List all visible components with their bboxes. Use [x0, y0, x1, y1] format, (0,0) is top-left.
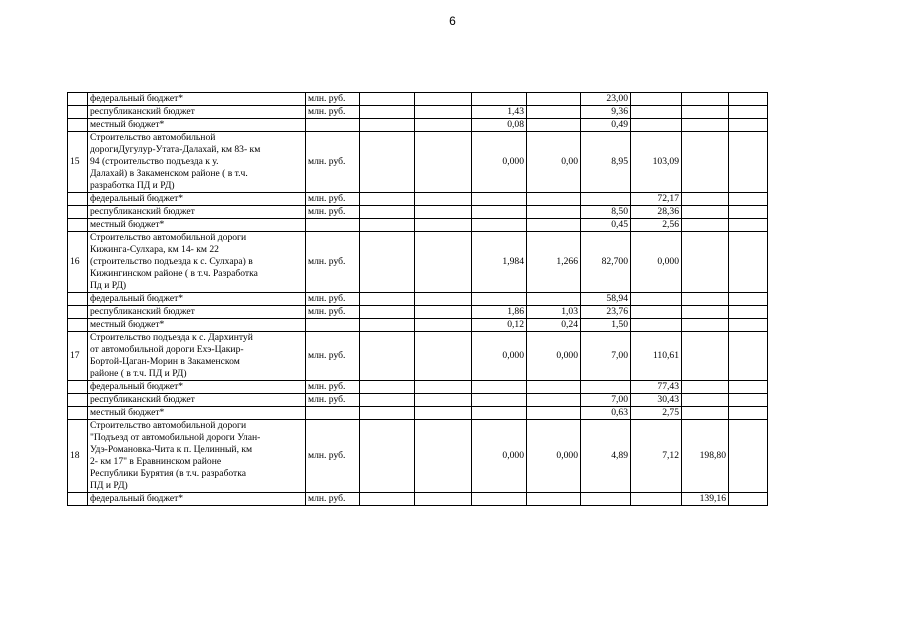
value-cell: 2,75 [631, 407, 682, 420]
value-cell [415, 394, 472, 407]
value-cell [415, 319, 472, 332]
value-cell [415, 119, 472, 132]
value-cell [472, 206, 527, 219]
project-name-line: Удэ-Романовка-Чита к п. Целинный, км [90, 444, 253, 455]
value-cell [415, 193, 472, 206]
value-cell [682, 381, 729, 394]
project-name-line: 94 (строительство подъезда к у. [90, 156, 219, 167]
unit-cell: млн. руб. [306, 293, 360, 306]
project-name-line: 2- км 17" в Еравнинском районе [90, 456, 222, 467]
project-name-line: дорогиДугулур-Утата-Далахай, км 83- км [90, 144, 261, 155]
value-cell [581, 381, 631, 394]
value-cell [527, 407, 581, 420]
project-name-line: Бортой-Цаган-Морин в Закаменском [90, 356, 240, 367]
project-name-line: Строительство автомобильной дороги [90, 420, 247, 431]
table-row-budget [68, 293, 768, 306]
value-cell [527, 93, 581, 106]
value-cell [527, 106, 581, 119]
value-cell [415, 106, 472, 119]
value-cell: 0,000 [631, 232, 682, 293]
project-name [88, 332, 306, 381]
budget-source: местный бюджет* [88, 319, 306, 332]
table-row-project [68, 132, 768, 193]
table-row-budget [68, 394, 768, 407]
project-name-line: Строительство автомобильной дороги [90, 232, 247, 243]
value-cell [415, 293, 472, 306]
value-cell [415, 219, 472, 232]
value-cell [729, 332, 768, 381]
value-cell [472, 293, 527, 306]
value-cell [527, 293, 581, 306]
unit-cell: млн. руб. [306, 420, 360, 493]
value-cell: 82,700 [581, 232, 631, 293]
row-number: 16 [68, 232, 88, 293]
budget-source: республиканский бюджет [88, 106, 306, 119]
row-number [68, 219, 88, 232]
value-cell: 28,36 [631, 206, 682, 219]
value-cell [472, 407, 527, 420]
unit-cell [306, 407, 360, 420]
value-cell [360, 93, 415, 106]
budget-source: местный бюджет* [88, 119, 306, 132]
value-cell [527, 394, 581, 407]
value-cell: 0,000 [527, 332, 581, 381]
value-cell [415, 420, 472, 493]
table-row-project [68, 232, 768, 293]
value-cell [729, 319, 768, 332]
value-cell: 7,00 [581, 332, 631, 381]
table-row-budget [68, 319, 768, 332]
unit-cell [306, 319, 360, 332]
value-cell: 103,09 [631, 132, 682, 193]
row-number [68, 193, 88, 206]
table-row-project [68, 420, 768, 493]
row-number [68, 319, 88, 332]
value-cell: 0,49 [581, 119, 631, 132]
row-number [68, 293, 88, 306]
project-name-line: районе ( в т.ч. ПД и РД) [90, 368, 187, 379]
value-cell [729, 420, 768, 493]
budget-source: местный бюджет* [88, 219, 306, 232]
value-cell [729, 306, 768, 319]
value-cell [472, 394, 527, 407]
value-cell [415, 332, 472, 381]
value-cell [581, 193, 631, 206]
value-cell [729, 219, 768, 232]
unit-cell: млн. руб. [306, 93, 360, 106]
value-cell [631, 319, 682, 332]
value-cell: 139,16 [682, 493, 729, 506]
value-cell: 110,61 [631, 332, 682, 381]
value-cell [682, 132, 729, 193]
table-row-budget [68, 106, 768, 119]
project-name-line: Далахай) в Закаменском районе ( в т.ч. [90, 168, 248, 179]
unit-cell: млн. руб. [306, 193, 360, 206]
project-name-line: от автомобильной дороги Ехэ-Цакир- [90, 344, 244, 355]
unit-cell: млн. руб. [306, 394, 360, 407]
value-cell [472, 193, 527, 206]
project-name-line: Строительство автомобильной [90, 132, 216, 143]
value-cell: 1,50 [581, 319, 631, 332]
value-cell: 0,24 [527, 319, 581, 332]
value-cell: 8,95 [581, 132, 631, 193]
value-cell [631, 293, 682, 306]
value-cell: 0,63 [581, 407, 631, 420]
value-cell: 23,00 [581, 93, 631, 106]
value-cell: 1,984 [472, 232, 527, 293]
value-cell [415, 407, 472, 420]
value-cell [360, 193, 415, 206]
value-cell [682, 407, 729, 420]
value-cell [360, 332, 415, 381]
project-name-line: разработка ПД и РД) [90, 180, 175, 191]
row-number: 17 [68, 332, 88, 381]
unit-cell: млн. руб. [306, 381, 360, 394]
value-cell [527, 219, 581, 232]
budget-source: федеральный бюджет* [88, 93, 306, 106]
unit-cell: млн. руб. [306, 332, 360, 381]
value-cell [729, 193, 768, 206]
value-cell [360, 232, 415, 293]
value-cell [682, 306, 729, 319]
budget-source: республиканский бюджет [88, 306, 306, 319]
value-cell [729, 132, 768, 193]
table-row-project [68, 332, 768, 381]
row-number [68, 119, 88, 132]
row-number [68, 106, 88, 119]
project-name [88, 420, 306, 493]
value-cell: 8,50 [581, 206, 631, 219]
row-number: 18 [68, 420, 88, 493]
table-row-budget [68, 206, 768, 219]
table-row-budget [68, 306, 768, 319]
unit-cell: млн. руб. [306, 106, 360, 119]
value-cell [415, 381, 472, 394]
table-row-budget [68, 219, 768, 232]
project-name-line: (строительство подъезда к с. Сулхара) в [90, 256, 253, 267]
page-number: 6 [449, 14, 456, 28]
value-cell: 0,12 [472, 319, 527, 332]
unit-cell: млн. руб. [306, 306, 360, 319]
value-cell: 0,000 [472, 132, 527, 193]
value-cell [527, 381, 581, 394]
value-cell [682, 293, 729, 306]
project-name-line: "Подъезд от автомобильной дороги Улан- [90, 432, 261, 443]
project-name-line: Республики Бурятия (в т.ч. разработка [90, 468, 246, 479]
value-cell [682, 232, 729, 293]
value-cell [415, 232, 472, 293]
value-cell [360, 493, 415, 506]
budget-source: федеральный бюджет* [88, 293, 306, 306]
row-number [68, 306, 88, 319]
value-cell [682, 193, 729, 206]
value-cell [415, 493, 472, 506]
value-cell: 0,00 [527, 132, 581, 193]
row-number [68, 394, 88, 407]
project-name-line: Пд и РД) [90, 280, 127, 291]
value-cell [729, 493, 768, 506]
budget-source: федеральный бюджет* [88, 381, 306, 394]
project-name [88, 232, 306, 293]
value-cell [360, 106, 415, 119]
value-cell [581, 493, 631, 506]
project-name-line: ПД и РД) [90, 480, 128, 491]
value-cell [360, 381, 415, 394]
value-cell [631, 106, 682, 119]
row-number [68, 93, 88, 106]
value-cell [527, 493, 581, 506]
value-cell: 23,76 [581, 306, 631, 319]
value-cell: 1,43 [472, 106, 527, 119]
table-row-budget [68, 381, 768, 394]
value-cell [729, 394, 768, 407]
table-row-budget [68, 493, 768, 506]
project-name-line: Строительство подъезда к с. Дархинтуй [90, 332, 253, 343]
value-cell [682, 219, 729, 232]
value-cell [360, 407, 415, 420]
value-cell [631, 93, 682, 106]
value-cell [682, 119, 729, 132]
unit-cell: млн. руб. [306, 493, 360, 506]
value-cell [360, 219, 415, 232]
table-row-budget [68, 119, 768, 132]
value-cell [631, 493, 682, 506]
value-cell: 30,43 [631, 394, 682, 407]
budget-source: республиканский бюджет [88, 394, 306, 407]
value-cell [631, 306, 682, 319]
value-cell [682, 93, 729, 106]
table-row-budget [68, 193, 768, 206]
value-cell [472, 493, 527, 506]
value-cell: 198,80 [682, 420, 729, 493]
value-cell [682, 106, 729, 119]
value-cell [360, 206, 415, 219]
value-cell [360, 132, 415, 193]
value-cell: 2,56 [631, 219, 682, 232]
value-cell [360, 394, 415, 407]
value-cell [527, 206, 581, 219]
value-cell [360, 293, 415, 306]
unit-cell: млн. руб. [306, 132, 360, 193]
value-cell: 1,03 [527, 306, 581, 319]
value-cell [729, 381, 768, 394]
unit-cell: млн. руб. [306, 206, 360, 219]
value-cell: 1,86 [472, 306, 527, 319]
value-cell [415, 206, 472, 219]
project-name [88, 132, 306, 193]
value-cell [682, 206, 729, 219]
value-cell: 0,45 [581, 219, 631, 232]
value-cell [729, 93, 768, 106]
row-number [68, 407, 88, 420]
value-cell: 58,94 [581, 293, 631, 306]
budget-source: республиканский бюджет [88, 206, 306, 219]
value-cell: 0,000 [472, 420, 527, 493]
value-cell [682, 394, 729, 407]
value-cell [360, 420, 415, 493]
table-body [68, 93, 768, 506]
budget-source: местный бюджет* [88, 407, 306, 420]
value-cell: 4,89 [581, 420, 631, 493]
unit-cell [306, 119, 360, 132]
value-cell: 7,00 [581, 394, 631, 407]
project-name-line: Кижингинском районе ( в т.ч. Разработка [90, 268, 258, 279]
value-cell [527, 193, 581, 206]
value-cell [472, 93, 527, 106]
value-cell [682, 319, 729, 332]
value-cell [472, 381, 527, 394]
value-cell [360, 319, 415, 332]
value-cell [729, 206, 768, 219]
value-cell [415, 132, 472, 193]
unit-cell: млн. руб. [306, 232, 360, 293]
value-cell [729, 293, 768, 306]
table-row-budget [68, 93, 768, 106]
value-cell [415, 306, 472, 319]
value-cell [631, 119, 682, 132]
value-cell [729, 407, 768, 420]
budget-source: федеральный бюджет* [88, 193, 306, 206]
value-cell: 0,000 [527, 420, 581, 493]
value-cell: 72,17 [631, 193, 682, 206]
value-cell [729, 106, 768, 119]
value-cell [729, 232, 768, 293]
budget-source: федеральный бюджет* [88, 493, 306, 506]
row-number [68, 206, 88, 219]
table-row-budget [68, 407, 768, 420]
row-number: 15 [68, 132, 88, 193]
project-name-line: Кижинга-Сулхара, км 14- км 22 [90, 244, 219, 255]
unit-cell [306, 219, 360, 232]
value-cell [360, 119, 415, 132]
value-cell: 77,43 [631, 381, 682, 394]
value-cell: 1,266 [527, 232, 581, 293]
budget-table [67, 92, 768, 506]
value-cell [682, 332, 729, 381]
value-cell [527, 119, 581, 132]
value-cell: 0,08 [472, 119, 527, 132]
value-cell: 9,36 [581, 106, 631, 119]
value-cell [472, 219, 527, 232]
row-number [68, 493, 88, 506]
row-number [68, 381, 88, 394]
value-cell [360, 306, 415, 319]
value-cell [729, 119, 768, 132]
value-cell: 0,000 [472, 332, 527, 381]
value-cell: 7,12 [631, 420, 682, 493]
value-cell [415, 93, 472, 106]
